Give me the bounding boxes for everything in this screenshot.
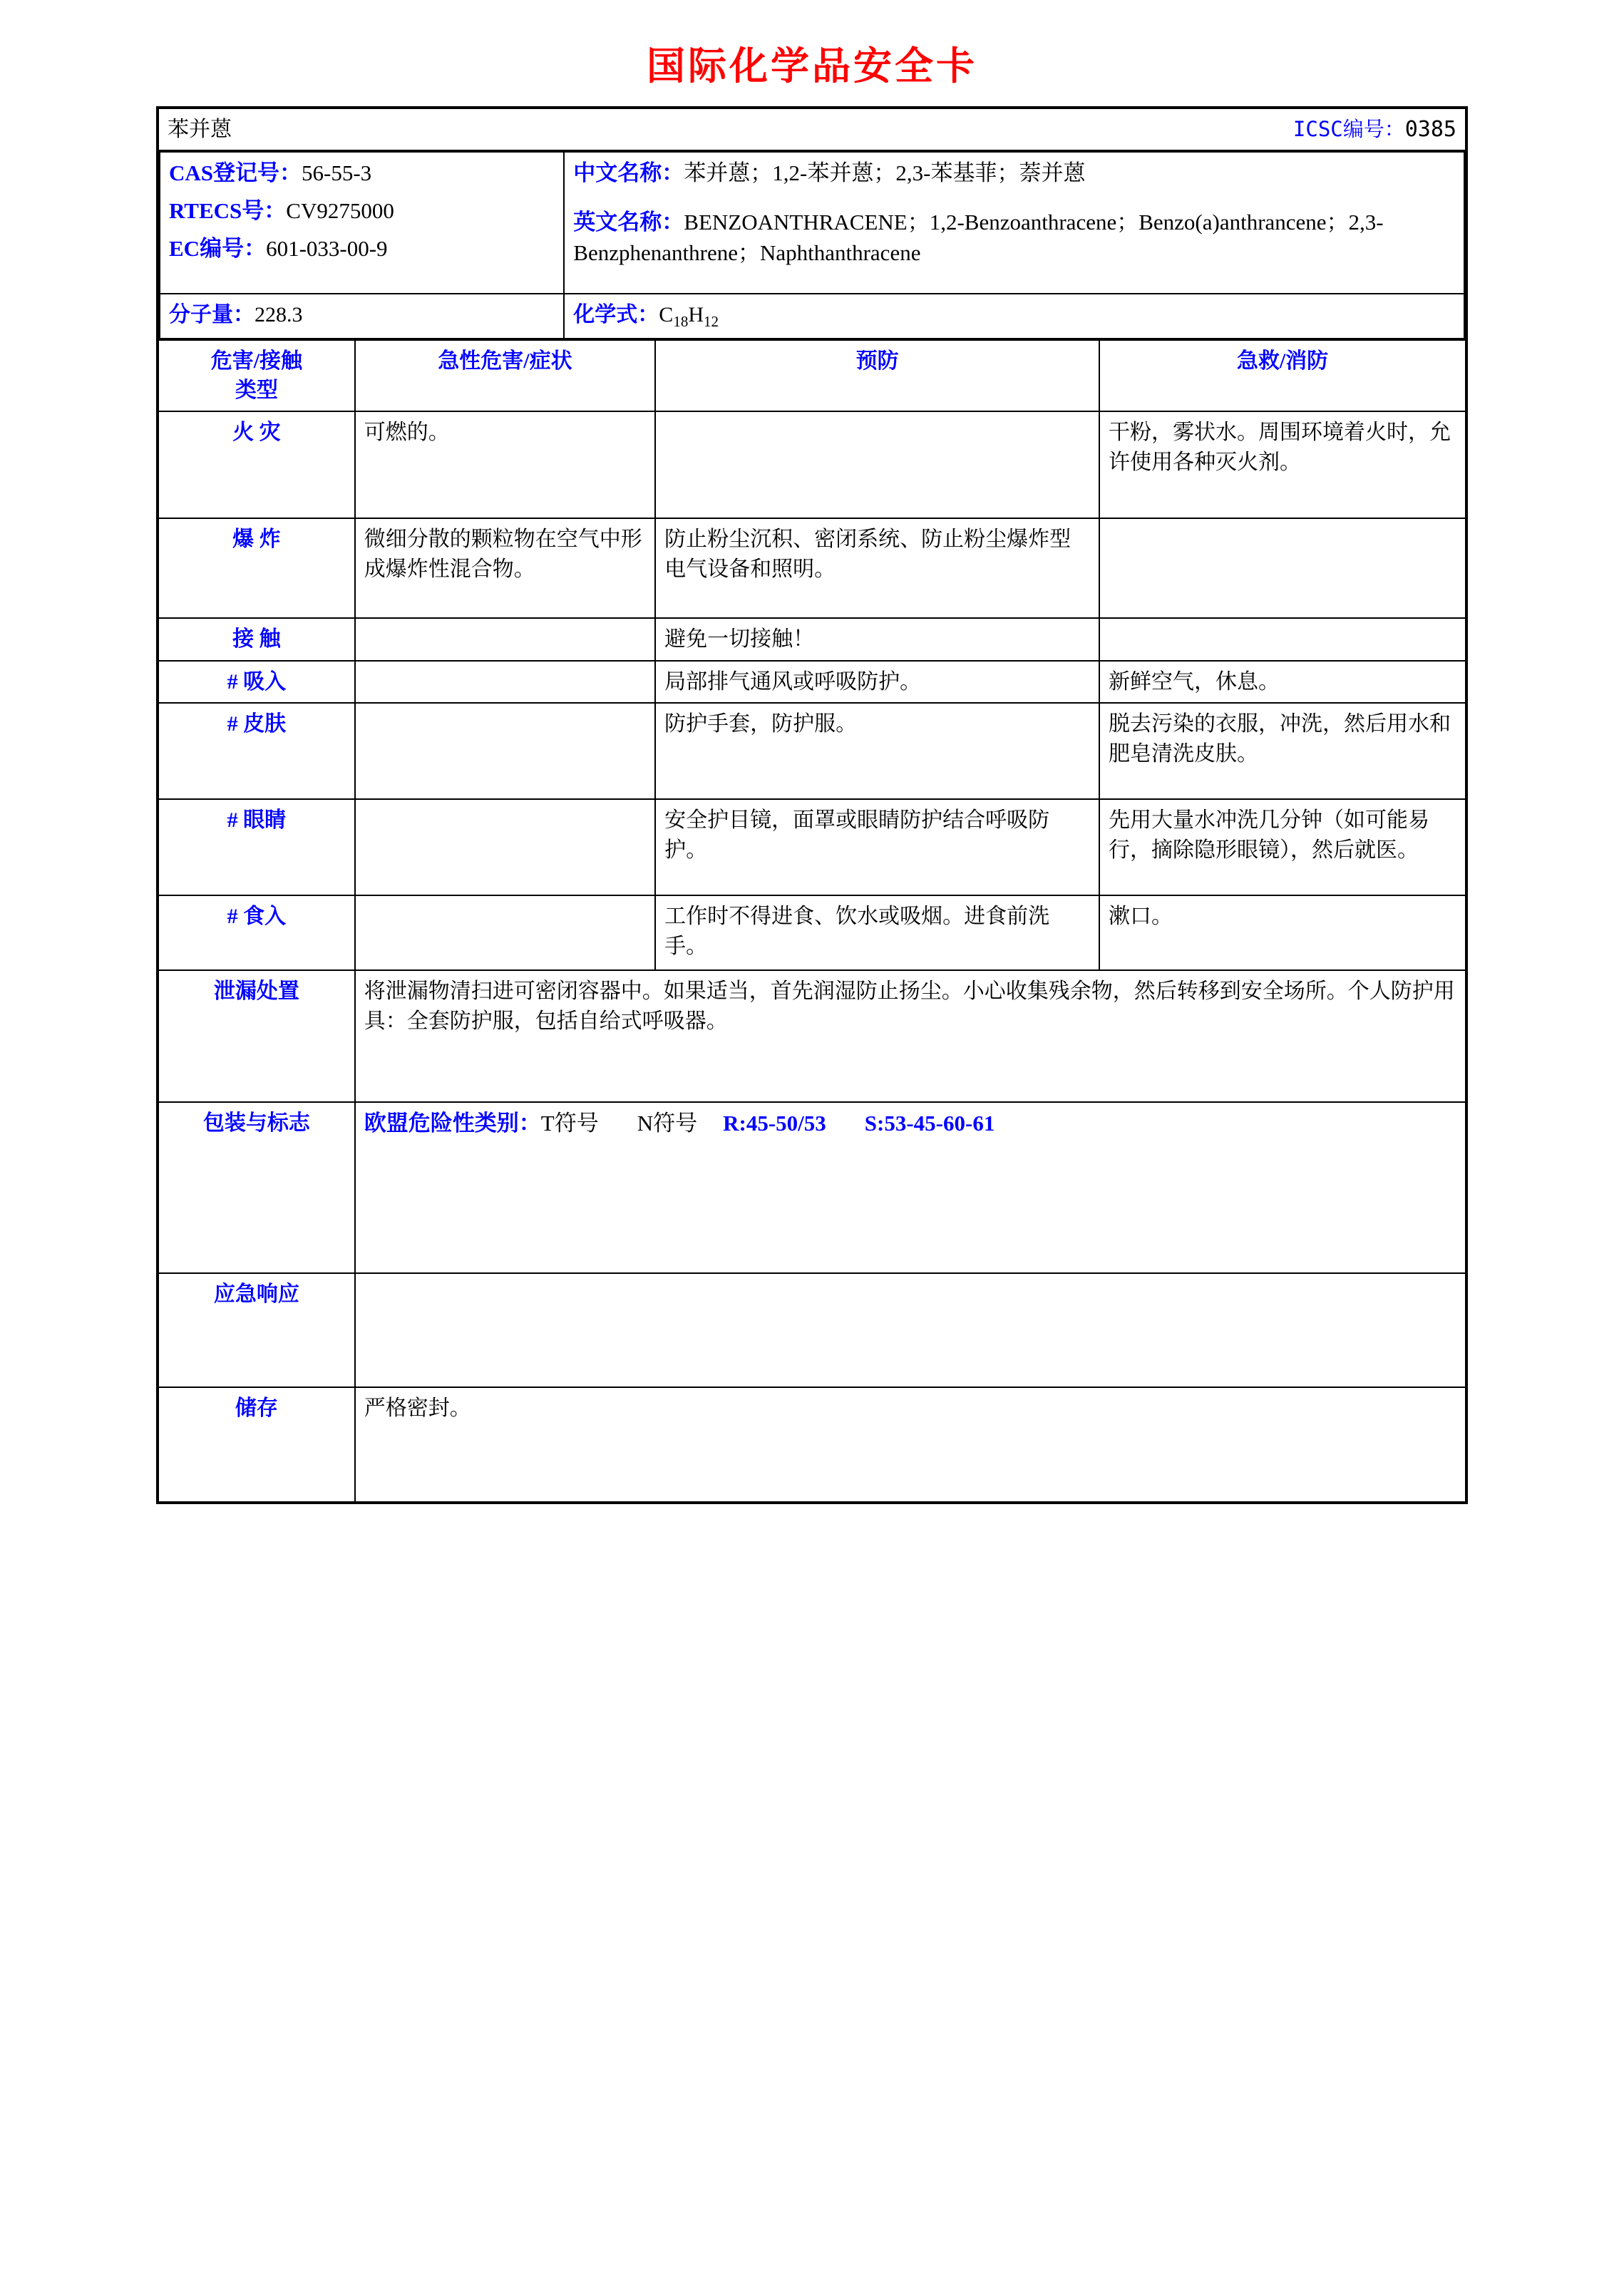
cell-spillage-text: 将泄漏物清扫进可密闭容器中。如果适当，首先润湿防止扬尘。小心收集残余物，然后转移到安全场所。个人防护用具：全套防护服，包括自给式呼吸器。 [355, 970, 1465, 1102]
chinese-name-label: 中文名称： [573, 160, 684, 186]
spillage-row [159, 970, 1465, 1102]
cell-eyes-prevention: 安全护目镜，面罩或眼睛防护结合呼吸防护。 [655, 799, 1099, 895]
row-label-skin: # 皮肤 [159, 703, 355, 799]
icsc-number: 0385 [1404, 117, 1456, 142]
icsc-label: ICSC编号： [1292, 117, 1405, 141]
mw-value: 228.3 [255, 302, 303, 326]
col-firstaid: 急救/消防 [1099, 340, 1465, 412]
row-label-storage: 储存 [159, 1387, 355, 1501]
cell-explosion-symptoms: 微细分散的颗粒物在空气中形成爆炸性混合物。 [355, 518, 655, 618]
formula-h: H [688, 302, 704, 326]
col-hazard-type-line2: 类型 [235, 379, 278, 403]
row-label-ingestion: # 食入 [159, 895, 355, 970]
cell-ingestion-symptoms [355, 895, 655, 970]
table-row [159, 895, 1465, 970]
chinese-name-value: 苯并蒽；1,2-苯并蒽；2,3-苯基菲；萘并蒽 [684, 160, 1086, 186]
cell-exposure-symptoms [355, 618, 655, 660]
eu-s-phrase: S:53-45-60-61 [864, 1111, 995, 1136]
row-label-fire: 火 灾 [159, 411, 355, 518]
mw-label: 分子量： [169, 302, 255, 326]
eu-r-phrase: R:45-50/53 [723, 1111, 826, 1136]
row-label-spillage: 泄漏处置 [159, 970, 355, 1102]
identifier-table [159, 151, 1465, 339]
header-row [159, 109, 1465, 150]
cell-inhalation-firstaid: 新鲜空气，休息。 [1099, 661, 1465, 703]
table-row [159, 618, 1465, 660]
cas-value: 56-55-3 [302, 160, 372, 186]
formula-cell [564, 294, 1464, 339]
molecular-row [160, 294, 1464, 339]
table-row [159, 518, 1465, 618]
eu-symbol-n: N符号 [637, 1111, 698, 1136]
table-row [159, 703, 1465, 799]
emergency-row [159, 1273, 1465, 1387]
table-row [159, 661, 1465, 703]
cell-eyes-symptoms [355, 799, 655, 895]
eu-label: 欧盟危险性类别： [364, 1111, 541, 1136]
safety-card [156, 106, 1468, 1504]
cell-exposure-firstaid [1099, 618, 1465, 660]
cell-skin-firstaid: 脱去污染的衣服，冲洗，然后用水和肥皂清洗皮肤。 [1099, 703, 1465, 799]
formula-label: 化学式： [573, 302, 659, 326]
packaging-row [159, 1102, 1465, 1273]
rtecs-line [169, 196, 555, 227]
storage-row [159, 1387, 1465, 1501]
row-label-emergency: 应急响应 [159, 1273, 355, 1387]
eu-symbol-t: T符号 [540, 1111, 599, 1136]
col-symptoms: 急性危害/症状 [355, 340, 655, 412]
hazard-table [159, 339, 1465, 1502]
formula-c: C [659, 302, 674, 326]
cell-emergency-text [355, 1273, 1465, 1387]
chinese-name-line [573, 158, 1455, 189]
eu-classification-line [364, 1108, 1456, 1139]
row-label-eyes: # 眼睛 [159, 799, 355, 895]
cell-packaging-text [355, 1102, 1465, 1273]
english-name-label: 英文名称： [573, 210, 684, 235]
cell-skin-symptoms [355, 703, 655, 799]
table-row [159, 411, 1465, 518]
names-column [564, 152, 1464, 293]
cas-label: CAS登记号： [169, 160, 302, 186]
cell-fire-prevention [655, 411, 1099, 518]
rtecs-value: CV9275000 [286, 198, 394, 224]
substance-name: 苯并蒽 [159, 109, 942, 150]
formula-h-sub: 12 [703, 312, 719, 330]
english-name-value: BENZOANTHRACENE；1,2-Benzoanthracene；Benzo(a)anthrancene；2,3-Benzphenanthrene；Naphthanthracene [573, 210, 1384, 265]
header-table [159, 109, 1465, 151]
molecular-weight-cell [160, 294, 564, 339]
cell-storage-text: 严格密封。 [355, 1387, 1465, 1501]
cell-exposure-prevention: 避免一切接触！ [655, 618, 1099, 660]
identifier-row [160, 152, 1464, 293]
cell-explosion-prevention: 防止粉尘沉积、密闭系统、防止粉尘爆炸型电气设备和照明。 [655, 518, 1099, 618]
ec-line [169, 234, 555, 264]
hazard-table-header [159, 340, 1465, 412]
rtecs-label: RTECS号： [169, 198, 287, 224]
cell-fire-firstaid: 干粉，雾状水。周围环境着火时，允许使用各种灭火剂。 [1099, 411, 1465, 518]
row-label-exposure: 接 触 [159, 618, 355, 660]
cell-fire-symptoms: 可燃的。 [355, 411, 655, 518]
col-hazard-type-line1: 危害/接触 [210, 349, 303, 373]
identifier-column [160, 152, 564, 293]
row-label-explosion: 爆 炸 [159, 518, 355, 618]
cell-ingestion-prevention: 工作时不得进食、饮水或吸烟。进食前洗手。 [655, 895, 1099, 970]
ec-label: EC编号： [169, 235, 267, 261]
cell-eyes-firstaid: 先用大量水冲洗几分钟（如可能易行，摘除隐形眼镜），然后就医。 [1099, 799, 1465, 895]
icsc-number-cell [942, 109, 1465, 150]
cell-ingestion-firstaid: 漱口。 [1099, 895, 1465, 970]
cell-explosion-firstaid [1099, 518, 1465, 618]
formula-c-sub: 18 [673, 312, 689, 330]
cell-skin-prevention: 防护手套，防护服。 [655, 703, 1099, 799]
row-label-packaging: 包装与标志 [159, 1102, 355, 1273]
cell-inhalation-symptoms [355, 661, 655, 703]
english-name-line [573, 207, 1455, 269]
col-prevention: 预防 [655, 340, 1099, 412]
col-hazard-type [159, 340, 355, 412]
cell-inhalation-prevention: 局部排气通风或呼吸防护。 [655, 661, 1099, 703]
table-row [159, 799, 1465, 895]
ec-value: 601-033-00-9 [266, 235, 388, 261]
page-title: 国际化学品安全卡 [647, 43, 977, 88]
cas-line [169, 158, 555, 189]
row-label-inhalation: # 吸入 [159, 661, 355, 703]
